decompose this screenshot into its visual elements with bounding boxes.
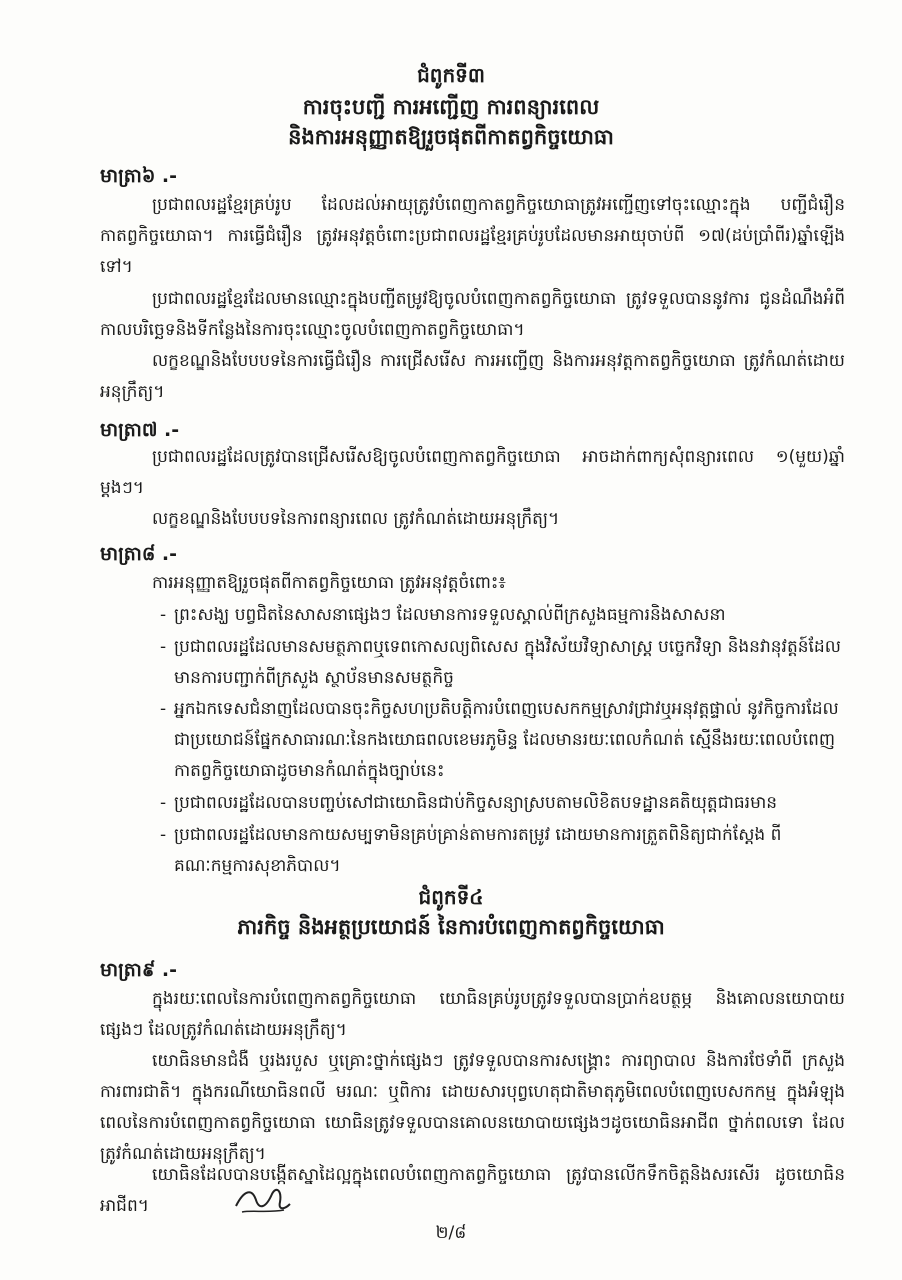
chapter4-title: ភារកិច្ច និងអត្ថប្រយោជន៍ នៃការបំពេញកាតព្វកិច្ចយោធា	[237, 915, 665, 939]
article6-paragraph-3: លក្ខខណ្ឌនិងបែបបទនៃការធ្វើជំរឿន ការជ្រើសរើស ការអញ្ជើញ និងការអនុវត្តកាតព្វកិច្ចយោធា ត្រូវកំណត់ដោយអនុក្រឹត្យ។	[100, 351, 845, 402]
chapter4-heading: ជំពូកទី៤	[418, 885, 484, 909]
article8-list-item: - ប្រជាពលរដ្ឋដែលមានសមត្ថភាពឬទេពកោសល្យពិសេស ក្នុងវិស័យវិទ្យាសាស្ត្រ បច្ចេកវិទ្យា និងនវានុវត្តន៍ដែលមានការបញ្ជាក់ពីក្រសួង ស្ថាប័នមានសមត្ថកិច្ច	[160, 637, 841, 688]
article9-paragraph-3: យោធិនដែលបានបង្កើតស្នាដៃល្អក្នុងពេលបំពេញកាតព្វកិច្ចយោធា ត្រូវបានលើកទឹកចិត្តនិងសរសើរ ដូចយោធិនអាជីព។	[100, 1165, 845, 1216]
article8-list-item: - ប្រជាពលរដ្ឋដែលមានកាយសម្បទាមិនគ្រប់គ្រាន់តាមការតម្រូវ ដោយមានការត្រួតពិនិត្យជាក់ស្តែង ពីគណៈកម្មការសុខាភិបាល។	[160, 825, 782, 876]
page-number: ២/៨	[435, 1223, 467, 1243]
signature-mark	[232, 1180, 292, 1220]
article9-paragraph-2: យោធិនមានជំងឺ ឬរងរបួស ឬគ្រោះថ្នាក់ផ្សេងៗ ត្រូវទទួលបានការសង្គ្រោះ ការព្យាបាល និងការថែទាំពី ក្រសួងការពារជាតិ។ ក្នុងករណីយោធិនពលី មរណៈ ឬពិការ ដោយសារបុព្វហេតុជាតិមាតុភូមិពេលបំពេញបេសកកម្ម ក្នុងអំឡុងពេលនៃការបំពេញកាតព្វកិច្ចយោធា យោធិនត្រូវទទួលបានគោលនយោបាយផ្សេងៗដូចយោធិនអាជីព ថ្នាក់ពលទោ ដែលត្រូវកំណត់ដោយអនុក្រឹត្យ។	[100, 1051, 845, 1164]
article6-paragraph-2: ប្រជាពលរដ្ឋខ្មែរដែលមានឈ្មោះក្នុងបញ្ជីតម្រូវឱ្យចូលបំពេញកាតព្វកិច្ចយោធា ត្រូវទទួលបាននូវការ ជូនដំណឹងអំពីកាលបរិច្ឆេទនិងទីកន្លែងនៃការចុះឈ្មោះចូលបំពេញកាតព្វកិច្ចយោធា។	[100, 289, 845, 340]
chapter3-title-line2: និងការអនុញ្ញាតឱ្យរួចផុតពីកាតព្វកិច្ចយោធា	[288, 125, 614, 149]
article7-paragraph-2: លក្ខខណ្ឌនិងបែបបទនៃការពន្យារពេល ត្រូវកំណត់ដោយអនុក្រឹត្យ។	[152, 509, 560, 529]
article9-paragraph-1: ក្នុងរយៈពេលនៃការបំពេញកាតព្វកិច្ចយោធា យោធិនគ្រប់រូបត្រូវទទួលបានប្រាក់ឧបត្ថម្ភ និងគោលនយោបាយផ្សេងៗ ដែលត្រូវកំណត់ដោយអនុក្រឹត្យ។	[100, 989, 845, 1040]
chapter3-title-line1: ការចុះបញ្ជី ការអញ្ជើញ ការពន្យារពេល	[302, 95, 600, 119]
article7-label: មាត្រា៧ .-	[100, 419, 180, 441]
article9-label: មាត្រា៩ .-	[100, 959, 178, 981]
article8-intro: ការអនុញ្ញាតឱ្យរួចផុតពីកាតព្វកិច្ចយោធា ត្រូវអនុវត្តចំពោះ៖	[152, 573, 506, 593]
article7-paragraph-1: ប្រជាពលរដ្ឋដែលត្រូវបានជ្រើសរើសឱ្យចូលបំពេញកាតព្វកិច្ចយោធា អាចដាក់ពាក្យសុំពន្យារពេល ១(មួយ)ឆ្នាំម្តងៗ។	[100, 447, 845, 498]
article6-paragraph-1: ប្រជាពលរដ្ឋខ្មែរគ្រប់រូប ដែលដល់អាយុត្រូវបំពេញកាតព្វកិច្ចយោធាត្រូវអញ្ជើញទៅចុះឈ្មោះក្នុង បញ្ជីជំរឿនកាតព្វកិច្ចយោធា។ ការធ្វើជំរឿន ត្រូវអនុវត្តចំពោះប្រជាពលរដ្ឋខ្មែរគ្រប់រូបដែលមានអាយុចាប់ពី ១៧(ដប់ប្រាំពីរ)ឆ្នាំឡើងទៅ។	[100, 195, 845, 277]
article6-label: មាត្រា៦ .-	[100, 165, 178, 187]
article8-list-item: - អ្នកឯកទេសជំនាញដែលបានចុះកិច្ចសហប្រតិបត្តិការបំពេញបេសកកម្មស្រាវជ្រាវឬអនុវត្តផ្ទាល់ នូវកិច្ចការដែលជាប្រយោជន៍ផ្នែកសាធារណៈនៃកងយោធពលខេមរភូមិន្ទ ដែលមានរយៈពេលកំណត់ ស្មើនឹងរយៈពេលបំពេញកាតព្វកិច្ចយោធាដូចមានកំណត់ក្នុងច្បាប់នេះ	[160, 699, 839, 781]
chapter3-heading: ជំពូកទី៣	[417, 63, 485, 87]
article8-list-item: - ព្រះសង្ឃ បព្វជិតនៃសាសនាផ្សេងៗ ដែលមានការទទួលស្គាល់ពីក្រសួងធម្មការនិងសាសនា	[160, 605, 726, 625]
article8-label: មាត្រា៨ .-	[100, 543, 178, 565]
article8-list-item: - ប្រជាពលរដ្ឋដែលបានបញ្ចប់សៅជាយោធិនជាប់កិច្ចសន្យាស្របតាមលិខិតបទដ្ឋានគតិយុត្តជាធរមាន	[160, 793, 778, 813]
